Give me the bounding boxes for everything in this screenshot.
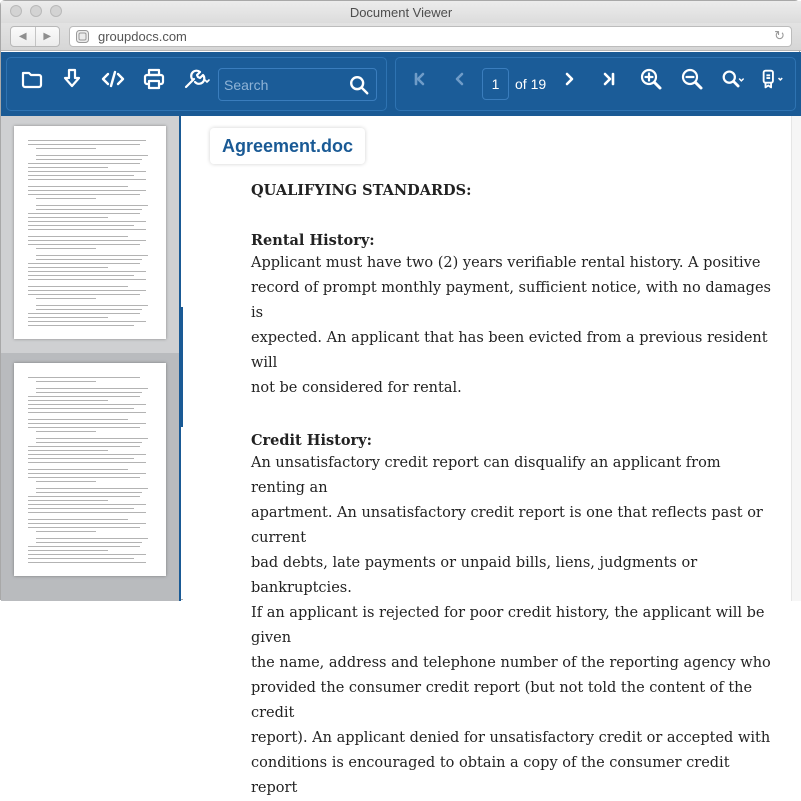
thumbnail-text-line [28, 225, 134, 226]
thumbnail-text-line [36, 438, 148, 439]
zoom-options-button[interactable] [718, 65, 748, 93]
page-count: of 19 [515, 76, 547, 92]
zoom-out-button[interactable] [678, 65, 706, 93]
thumbnail-text-line [28, 512, 146, 513]
thumbnail-text-line [28, 527, 140, 528]
thumbnail-text-line [36, 388, 148, 389]
paragraph-line: Applicant must have two (2) years verifiable rental history. A positive [251, 255, 761, 271]
thumbnail-text-line [28, 275, 134, 276]
thumbnail-text-line [36, 159, 142, 160]
document-view [183, 116, 801, 796]
thumbnail-text-line [28, 469, 128, 470]
search-icon[interactable] [348, 74, 370, 96]
paragraph-line: the name, address and telephone number of the reporting agency who [251, 655, 771, 671]
wrench-icon [182, 67, 210, 91]
next-page-icon [557, 67, 581, 91]
thumbnail-text-line [28, 171, 146, 172]
download-button[interactable] [58, 65, 86, 93]
last-page-icon [597, 67, 621, 91]
thumbnail-text-line [28, 267, 108, 268]
thumbnail-text-line [28, 186, 128, 187]
thumbnail-sidebar [1, 116, 181, 601]
thumbnail-text-line [28, 546, 140, 547]
thumbnail-text-line [28, 554, 146, 555]
window-title: Document Viewer [349, 5, 453, 20]
document-page [251, 180, 771, 801]
thumbnail-text-line [36, 209, 142, 210]
paragraph-line: If an applicant is rejected for poor credit history, the applicant will be given [251, 605, 765, 646]
title-bar [1, 1, 801, 23]
thumbnail-cell-active [1, 353, 179, 601]
thumbnail-text-line [28, 458, 134, 459]
print-button[interactable] [140, 65, 168, 93]
thumbnail-text-line [28, 400, 108, 401]
thumbnail-text-line [28, 523, 146, 524]
thumbnail-text-line [28, 446, 140, 447]
url-bar[interactable] [69, 26, 792, 47]
thumbnail-text-line [28, 179, 146, 180]
paragraph-line: provided the consumer credit report (but not told the content of the credit [251, 680, 753, 721]
thumbnail-text-line [28, 462, 146, 463]
previous-page-button[interactable] [446, 65, 474, 93]
thumbnail-text-line [28, 404, 146, 405]
thumbnail-text-line [36, 148, 96, 149]
thumbnail-text-line [36, 305, 148, 306]
section-body [251, 251, 771, 401]
document-scrollbar[interactable] [791, 116, 801, 601]
forward-button[interactable]: ▶ [43, 31, 52, 42]
thumbnail-text-line [36, 381, 96, 382]
thumbnail-text-line [36, 198, 96, 199]
embed-code-button[interactable] [99, 65, 127, 93]
thumbnail-text-line [28, 194, 140, 195]
thumbnail-text-line [28, 423, 146, 424]
zoom-out-icon [680, 67, 704, 91]
thumbnail-text-line [28, 500, 108, 501]
paragraph-line: An unsatisfactory credit report can disqualify an applicant from renting an [251, 455, 721, 496]
history-buttons [10, 26, 60, 47]
last-page-button[interactable] [595, 65, 623, 93]
thumbnail-text-line [28, 175, 134, 176]
thumbnail-text-line [36, 488, 148, 489]
thumbnail-text-line [36, 259, 142, 260]
thumbnail-text-line [36, 205, 148, 206]
thumbnail-text-line [28, 450, 108, 451]
thumbnail-text-line [28, 290, 146, 291]
thumbnail-text-line [28, 140, 146, 141]
thumbnail-text-line [28, 519, 128, 520]
thumbnail-cell [1, 116, 179, 353]
thumbnail-text-line [28, 313, 140, 314]
thumbnail-text-line [36, 531, 96, 532]
document-filename: Agreement.doc [210, 128, 365, 164]
thumbnail-text-line [28, 550, 108, 551]
stamp-icon [759, 67, 785, 91]
thumbnail-text-line [28, 236, 128, 237]
section-body [251, 451, 771, 801]
thumbnail-text-line [36, 155, 148, 156]
thumbnail-text-line [36, 431, 96, 432]
thumbnail-text-line [28, 408, 134, 409]
thumbnail-text-line [28, 508, 134, 509]
thumbnail-text-line [28, 477, 140, 478]
thumbnail-text-line [36, 392, 142, 393]
search-input[interactable] [224, 75, 344, 95]
back-button[interactable]: ◀ [11, 27, 36, 46]
tools-menu-button[interactable] [180, 65, 212, 93]
paragraph-line: record of prompt monthly payment, sufficient notice, with no damages is [251, 280, 771, 321]
thumbnail-text-line [28, 279, 146, 280]
thumbnail-text-line [28, 271, 146, 272]
thumbnail-text-line [28, 221, 146, 222]
paragraph-line: expected. An applicant that has been evicted from a previous resident will [251, 330, 768, 371]
thumbnail-text-line [36, 481, 96, 482]
thumbnail-text-line [28, 163, 140, 164]
section-title: Rental History: [251, 232, 375, 249]
url-text: groupdocs.com [98, 29, 187, 44]
paragraph-line: bad debts, late payments or unpaid bills, liens, judgments or bankruptcies. [251, 555, 698, 596]
next-page-button[interactable] [555, 65, 583, 93]
viewer-toolbar [1, 52, 801, 116]
section-title: Credit History: [251, 432, 372, 449]
thumbnail-text-line [28, 286, 128, 287]
thumbnail-text-line [28, 496, 140, 497]
thumbnail-text-line [36, 298, 96, 299]
page-thumbnail-2[interactable] [14, 363, 166, 576]
thumbnail-text-line [28, 377, 140, 378]
thumbnail-text-line [28, 144, 140, 145]
page-thumbnail-1[interactable] [14, 126, 166, 339]
print-icon [142, 67, 166, 91]
thumbnail-text-line [28, 325, 134, 326]
thumbnail-text-line [28, 454, 146, 455]
thumbnail-text-line [36, 248, 96, 249]
thumbnail-text-line [28, 562, 146, 563]
paragraph-line: report). An applicant denied for unsatisfactory credit or accepted with [251, 730, 771, 746]
thumbnail-text-line [28, 217, 108, 218]
thumbnail-text-line [36, 309, 142, 310]
thumbnail-text-line [28, 412, 146, 413]
code-icon [101, 67, 125, 91]
thumbnail-text-line [28, 229, 146, 230]
thumbnail-text-line [28, 473, 146, 474]
search-box [218, 68, 377, 101]
zoom-options-icon [720, 67, 746, 91]
stamp-menu-button[interactable] [757, 65, 787, 93]
thumbnail-text-line [28, 504, 146, 505]
thumbnail-text-line [28, 427, 140, 428]
paragraph-line: not be considered for rental. [251, 380, 462, 396]
thumbnail-text-line [28, 321, 146, 322]
thumbnail-text-line [36, 255, 148, 256]
previous-page-icon [448, 67, 472, 91]
paragraph-line: apartment. An unsatisfactory credit report is one that reflects past or current [251, 505, 763, 546]
thumbnail-text-line [36, 492, 142, 493]
document-heading: QUALIFYING STANDARDS: [251, 182, 472, 199]
zoom-in-button[interactable] [637, 65, 665, 93]
thumbnail-text-line [28, 263, 140, 264]
thumbnail-text-line [28, 317, 108, 318]
reload-icon[interactable]: ↻ [774, 28, 785, 43]
paragraph-line: conditions is encouraged to obtain a copy of the consumer credit report [251, 755, 730, 796]
address-bar-row [1, 23, 801, 51]
thumbnail-text-line [28, 396, 140, 397]
thumbnail-text-line [28, 190, 146, 191]
first-page-icon [407, 67, 431, 91]
thumbnail-text-line [28, 244, 140, 245]
zoom-in-icon [639, 67, 663, 91]
download-icon [60, 67, 84, 91]
page-number-input[interactable]: 1 [482, 68, 509, 100]
folder-open-icon [20, 67, 44, 91]
thumbnail-text-line [28, 167, 108, 168]
thumbnail-text-line [36, 538, 148, 539]
thumbnail-text-line [36, 542, 142, 543]
first-page-button[interactable] [405, 65, 433, 93]
thumbnail-text-line [36, 442, 142, 443]
thumbnail-text-line [28, 240, 146, 241]
thumbnail-text-line [28, 294, 140, 295]
thumbnail-text-line [28, 419, 128, 420]
thumbnail-text-line [28, 558, 134, 559]
site-favicon-icon [76, 30, 89, 43]
open-file-button[interactable] [18, 65, 46, 93]
thumbnail-text-line [28, 213, 140, 214]
